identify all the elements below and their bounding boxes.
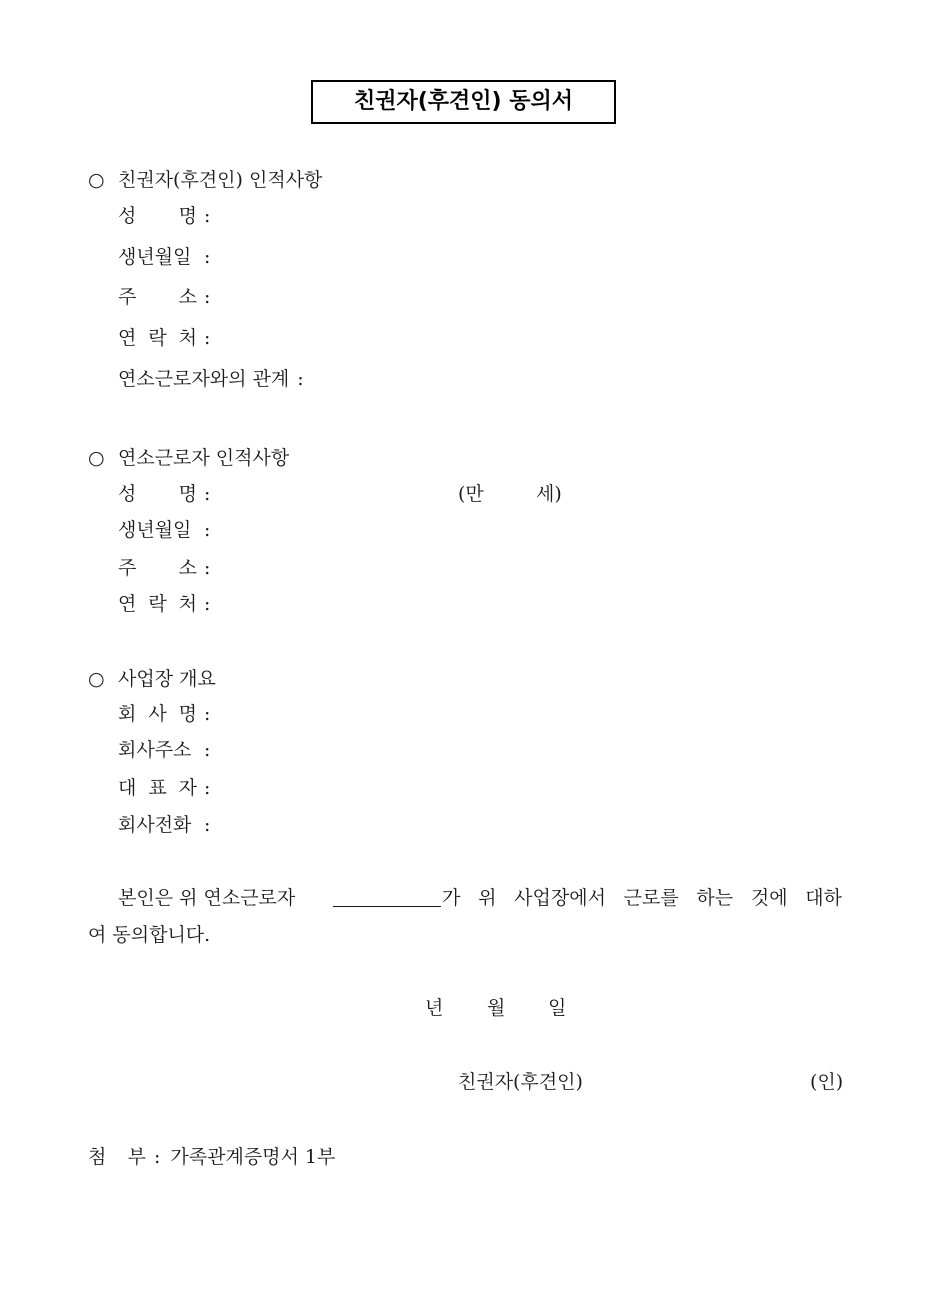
field-colon: :: [204, 593, 211, 615]
field-label: 회사전화: [118, 814, 192, 836]
minor-age-open: (만: [458, 483, 484, 505]
company-name-row: [118, 702, 210, 726]
section-heading-workplace: [88, 667, 216, 691]
field-colon: :: [204, 519, 211, 541]
field-label: 주 소: [118, 557, 197, 579]
section-heading-guardian: [88, 168, 322, 192]
field-colon: :: [204, 327, 211, 349]
minor-contact-row: [118, 592, 210, 616]
field-colon: :: [204, 205, 211, 227]
signature-role: 친권자(후견인): [458, 1071, 583, 1093]
field-label: 주 소: [118, 286, 197, 308]
field-label: 대 표 자: [118, 777, 197, 799]
company-address-row: [118, 738, 210, 762]
guardian-relationship-row: [118, 367, 304, 391]
section-heading-text: 친권자(후견인) 인적사항: [118, 169, 323, 191]
consent-text-after-blank: 가 위 사업장에서 근로를 하는 것에 대하: [442, 887, 842, 909]
field-label: 생년월일: [118, 246, 192, 268]
date-month-label: 월: [487, 997, 506, 1019]
minor-age-close: 세): [536, 483, 562, 505]
consent-line-2: 여 동의합니다.: [88, 924, 211, 946]
circle-bullet: ○: [88, 169, 105, 191]
field-label: 연소근로자와의 관계: [118, 368, 290, 390]
field-label: 생년월일: [118, 519, 192, 541]
section-heading-minor: [88, 446, 289, 470]
field-colon: :: [204, 286, 211, 308]
guardian-birthdate-row: [118, 245, 210, 269]
field-label: 성 명: [118, 205, 197, 227]
minor-name-row: [118, 482, 210, 506]
field-label: 성 명: [118, 483, 197, 505]
consent-line-1: [118, 886, 842, 910]
field-label: 연 락 처: [118, 593, 197, 615]
minor-name-blank-line: [333, 886, 441, 907]
section-heading-text: 사업장 개요: [118, 668, 216, 690]
attachment-colon: :: [154, 1146, 161, 1168]
guardian-contact-row: [118, 326, 210, 350]
field-colon: :: [204, 703, 211, 725]
field-colon: :: [204, 246, 211, 268]
field-colon: :: [297, 368, 304, 390]
section-heading-text: 연소근로자 인적사항: [118, 447, 290, 469]
signature-seal: (인): [810, 1071, 844, 1093]
field-colon: :: [204, 483, 211, 505]
document-title: 친권자(후견인) 동의서: [311, 80, 616, 124]
date-day-label: 일: [548, 997, 567, 1019]
minor-address-row: [118, 556, 210, 580]
guardian-name-row: [118, 204, 210, 228]
field-colon: :: [204, 557, 211, 579]
company-phone-row: [118, 813, 210, 837]
minor-birthdate-row: [118, 518, 210, 542]
circle-bullet: ○: [88, 668, 105, 690]
consent-text-before-blank: 본인은 위 연소근로자: [118, 887, 296, 909]
field-label: 회사주소: [118, 739, 192, 761]
field-label: 연 락 처: [118, 327, 197, 349]
field-colon: :: [204, 739, 211, 761]
attachment-label: 첨 부: [88, 1146, 146, 1168]
circle-bullet: ○: [88, 447, 105, 469]
field-colon: :: [204, 814, 211, 836]
attachment-value: 가족관계증명서 1부: [170, 1146, 336, 1168]
field-label: 회 사 명: [118, 703, 197, 725]
attachment-row: [88, 1145, 335, 1169]
guardian-address-row: [118, 285, 210, 309]
field-colon: :: [204, 777, 211, 799]
date-year-label: 년: [425, 997, 444, 1019]
company-representative-row: [118, 776, 210, 800]
